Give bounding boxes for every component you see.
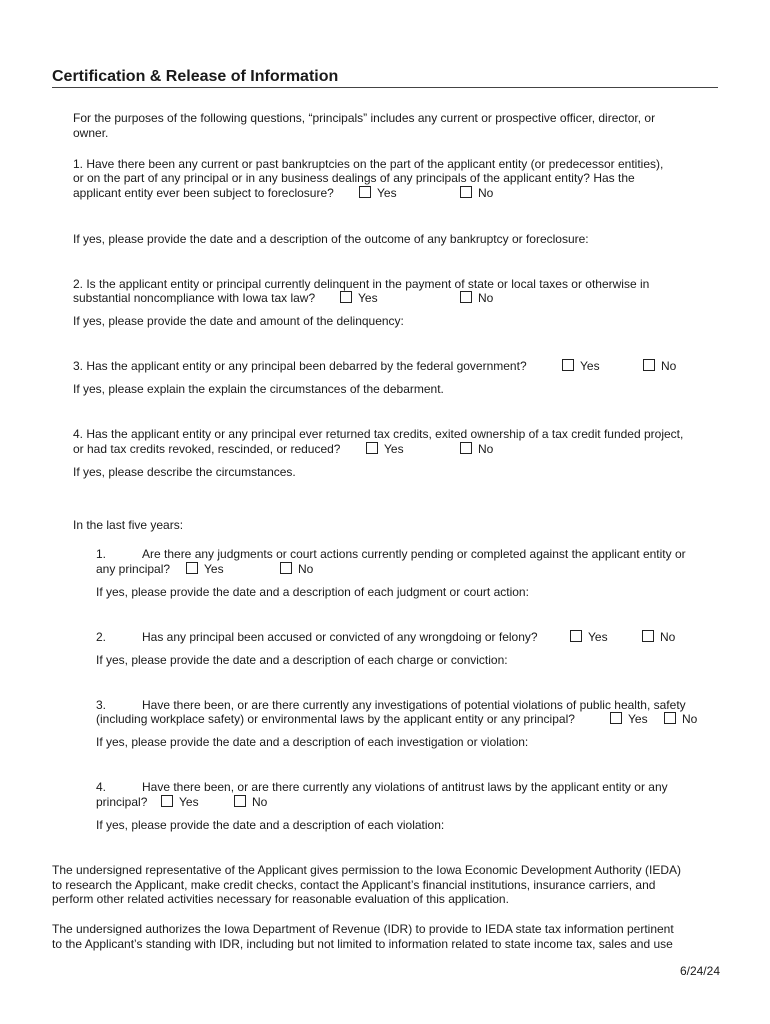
- s3-no-label: No: [682, 712, 698, 726]
- s3-yes-label: Yes: [628, 712, 648, 726]
- s4-yes-checkbox[interactable]: [161, 795, 173, 807]
- q3-no-label: No: [661, 359, 677, 373]
- s1-no-option[interactable]: [280, 562, 313, 576]
- s4-no-option[interactable]: [234, 795, 267, 809]
- s4-yes-option[interactable]: [161, 795, 199, 809]
- q1-line-2: or on the part of any principal or in any business dealings of any principals of the applicant entity? Has the: [73, 171, 635, 185]
- s4-number: 4.: [96, 780, 107, 794]
- s2-no-label: No: [660, 630, 676, 644]
- s1-yes-label: Yes: [204, 562, 224, 576]
- s1-text: Are there any judgments or court actions currently pending or completed against the applicant entity or: [142, 547, 686, 561]
- q2-no-checkbox[interactable]: [460, 291, 472, 303]
- consent2-line-1: The undersigned authorizes the Iowa Department of Revenue (IDR) to provide to IEDA state tax information pertinent: [52, 922, 674, 936]
- s3-yes-option[interactable]: [610, 712, 648, 726]
- q2-line-1: 2. Is the applicant entity or principal currently delinquent in the payment of state or local taxes or otherwise in: [73, 277, 650, 291]
- s3-number: 3.: [96, 698, 107, 712]
- q1-line-3: applicant entity ever been subject to foreclosure?: [73, 186, 334, 200]
- title-divider: [52, 87, 718, 88]
- footer-date: 6/24/24: [679, 964, 720, 978]
- intro-line-2: owner.: [73, 126, 109, 140]
- q2-yes-label: Yes: [358, 291, 378, 305]
- q4-yes-option[interactable]: [366, 442, 404, 456]
- s4-yes-label: Yes: [179, 795, 199, 809]
- s1-no-checkbox[interactable]: [280, 562, 292, 574]
- s2-yes-checkbox[interactable]: [570, 630, 582, 642]
- s2-text: Has any principal been accused or convicted of any wrongdoing or felony?: [142, 630, 538, 644]
- s2-line-1: [96, 630, 538, 644]
- s3-no-option[interactable]: [664, 712, 697, 726]
- s1-yes-option[interactable]: [186, 562, 224, 576]
- s2-number: 2.: [96, 630, 107, 644]
- last-five-years-heading: In the last five years:: [73, 518, 184, 532]
- q3-followup: If yes, please explain the explain the circumstances of the debarment.: [73, 382, 444, 396]
- q2-yes-option[interactable]: [340, 291, 378, 305]
- q1-yes-option[interactable]: [359, 186, 397, 200]
- s3-line-1: [96, 698, 686, 712]
- s4-line-1: [96, 780, 668, 794]
- q1-followup: If yes, please provide the date and a description of the outcome of any bankruptcy or foreclosure:: [73, 232, 589, 246]
- q1-no-option[interactable]: [460, 186, 493, 200]
- s1-number: 1.: [96, 547, 107, 561]
- s3-text: Have there been, or are there currently any investigations of potential violations of public health, safety: [142, 698, 686, 712]
- q4-no-label: No: [478, 442, 494, 456]
- q3-no-option[interactable]: [643, 359, 676, 373]
- consent2-line-2: to the Applicant’s standing with IDR, including but not limited to information related to state income tax, sales and use: [52, 937, 673, 951]
- q2-no-option[interactable]: [460, 291, 493, 305]
- q4-yes-label: Yes: [384, 442, 404, 456]
- consent1-line-1: The undersigned representative of the Applicant gives permission to the Iowa Economic Development Authority (IEDA): [52, 863, 681, 877]
- q2-no-label: No: [478, 291, 494, 305]
- s4-text: Have there been, or are there currently any violations of antitrust laws by the applicant entity or any: [142, 780, 668, 794]
- q1-yes-checkbox[interactable]: [359, 186, 371, 198]
- q2-line-2: substantial noncompliance with Iowa tax law?: [73, 291, 316, 305]
- q4-line-1: 4. Has the applicant entity or any principal ever returned tax credits, exited ownership of a tax credit funded project,: [73, 427, 684, 441]
- intro-line-1: For the purposes of the following questions, “principals” includes any current or prospective officer, director, or: [73, 111, 656, 125]
- s1-yes-checkbox[interactable]: [186, 562, 198, 574]
- s3-followup: If yes, please provide the date and a description of each investigation or violation:: [96, 735, 529, 749]
- s3-no-checkbox[interactable]: [664, 712, 676, 724]
- consent1-line-2: to research the Applicant, make credit checks, contact the Applicant’s financial institutions, insurance carriers, and: [52, 878, 656, 892]
- s2-yes-option[interactable]: [570, 630, 608, 644]
- s2-no-option[interactable]: [642, 630, 675, 644]
- s4-no-label: No: [252, 795, 268, 809]
- q3-line-1: 3. Has the applicant entity or any principal been debarred by the federal government?: [73, 359, 527, 373]
- s4-followup: If yes, please provide the date and a description of each violation:: [96, 818, 445, 832]
- q4-yes-checkbox[interactable]: [366, 442, 378, 454]
- s1-line-1: [96, 547, 686, 561]
- s1-followup: If yes, please provide the date and a description of each judgment or court action:: [96, 585, 529, 599]
- q4-line-2: or had tax credits revoked, rescinded, or reduced?: [73, 442, 341, 456]
- q3-yes-option[interactable]: [562, 359, 600, 373]
- consent1-line-3: perform other related activities necessary for reasonable evaluation of this application.: [52, 892, 509, 906]
- s3-yes-checkbox[interactable]: [610, 712, 622, 724]
- q2-followup: If yes, please provide the date and amount of the delinquency:: [73, 314, 404, 328]
- s2-yes-label: Yes: [588, 630, 608, 644]
- q3-yes-label: Yes: [580, 359, 600, 373]
- q1-yes-label: Yes: [377, 186, 397, 200]
- s2-no-checkbox[interactable]: [642, 630, 654, 642]
- s4-no-checkbox[interactable]: [234, 795, 246, 807]
- s1-line-2: any principal?: [96, 562, 171, 576]
- q4-followup: If yes, please describe the circumstances.: [73, 465, 296, 479]
- s4-line-2: principal?: [96, 795, 148, 809]
- q4-no-option[interactable]: [460, 442, 493, 456]
- q1-line-1: 1. Have there been any current or past bankruptcies on the part of the applicant entity (or predecessor entities),: [73, 157, 664, 171]
- q3-no-checkbox[interactable]: [643, 359, 655, 371]
- s2-followup: If yes, please provide the date and a description of each charge or conviction:: [96, 653, 508, 667]
- q1-no-checkbox[interactable]: [460, 186, 472, 198]
- q2-yes-checkbox[interactable]: [340, 291, 352, 303]
- s3-line-2: (including workplace safety) or environmental laws by the applicant entity or any principal?: [96, 712, 575, 726]
- q1-no-label: No: [478, 186, 494, 200]
- s1-no-label: No: [298, 562, 314, 576]
- section-title: Certification & Release of Information: [52, 68, 339, 85]
- q4-no-checkbox[interactable]: [460, 442, 472, 454]
- q3-yes-checkbox[interactable]: [562, 359, 574, 371]
